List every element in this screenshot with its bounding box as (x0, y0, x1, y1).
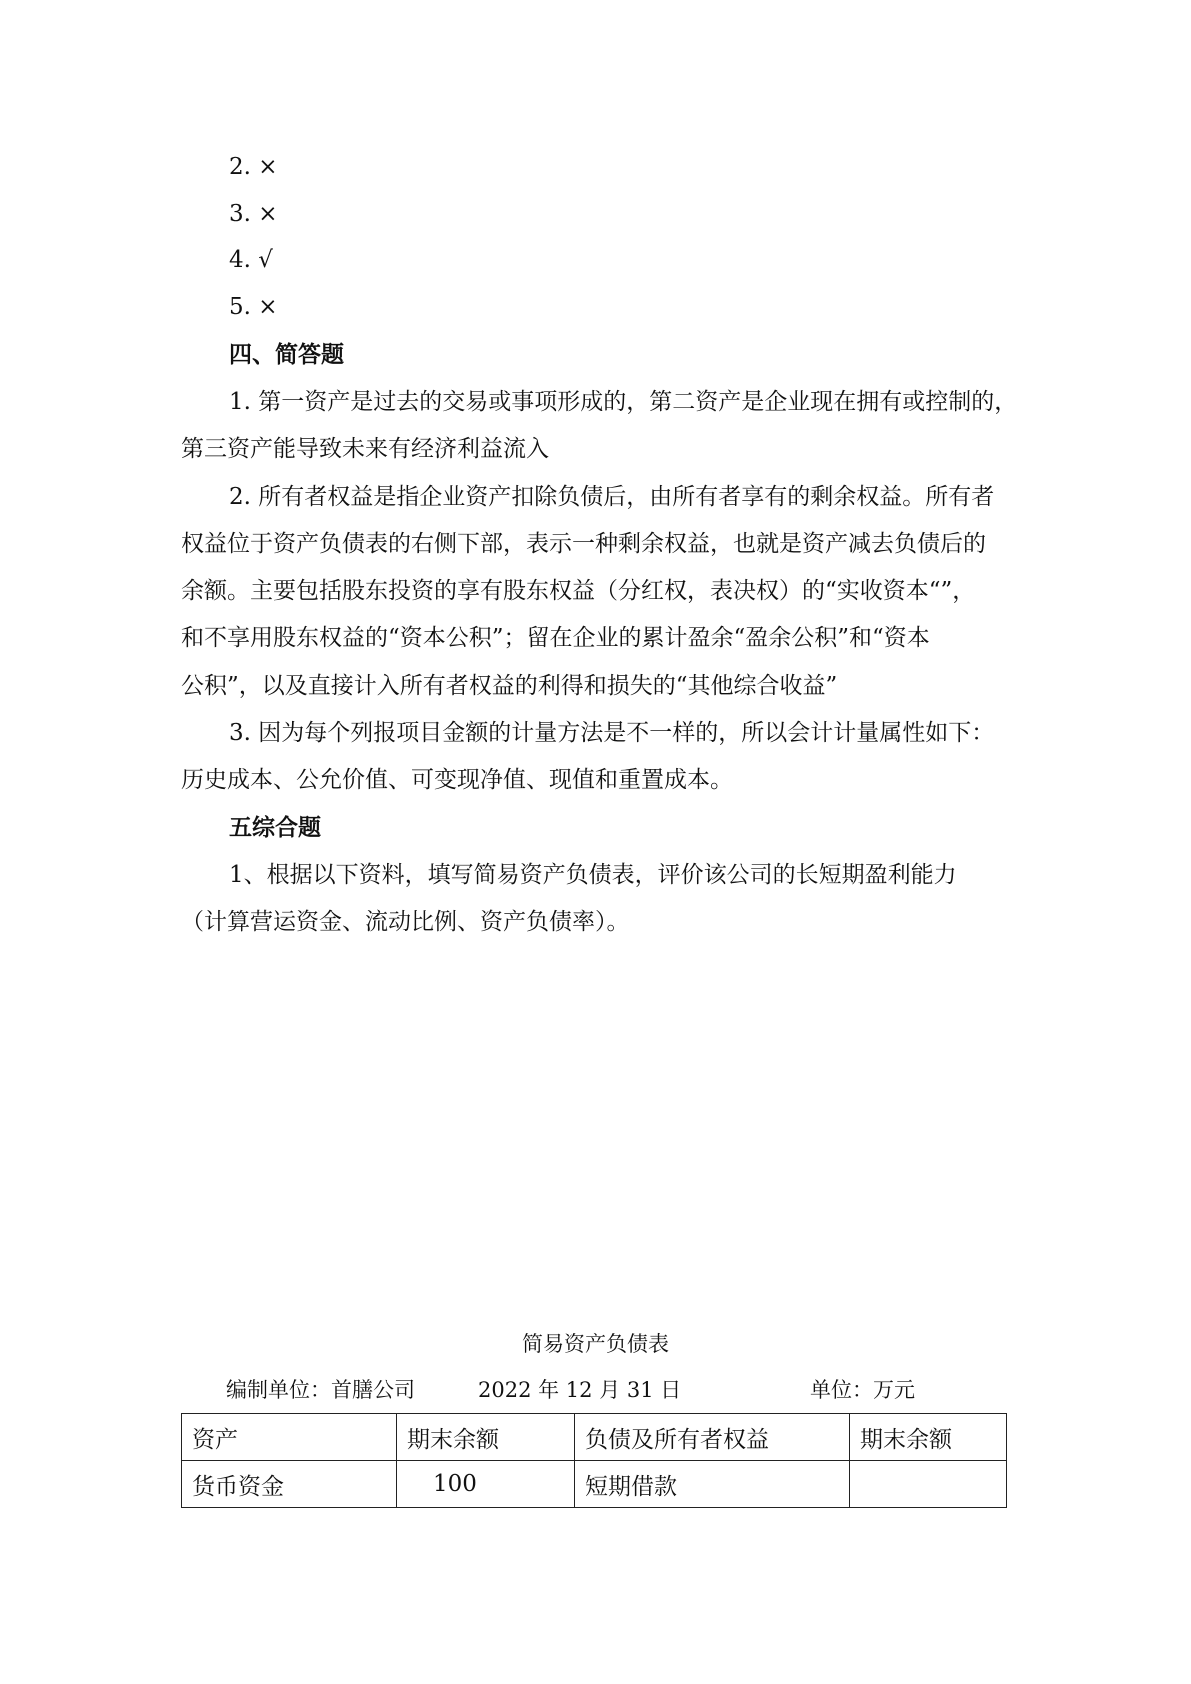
compiling-unit: 编制单位：首膳公司 (226, 1378, 415, 1402)
table-header-row (182, 1414, 1007, 1461)
q2-line-5: 公积”，以及直接计入所有者权益的利得和损失的“其他综合收益” (181, 673, 838, 699)
q2-line-1: 2. 所有者权益是指企业资产扣除负债后，由所有者享有的剩余权益。所有者 (229, 484, 995, 510)
header-liabilities-equity: 负债及所有者权益 (575, 1414, 850, 1461)
header-ending-balance-2: 期末余额 (850, 1414, 1007, 1461)
section4-heading: 四、简答题 (229, 342, 344, 368)
q2-line-2: 权益位于资产负债表的右侧下部，表示一种剩余权益，也就是资产减去负债后的 (181, 531, 986, 557)
table-row (182, 1461, 1007, 1508)
q1-line-2: 第三资产能导致未来有经济利益流入 (181, 436, 549, 462)
q2-line-3: 余额。主要包括股东投资的享有股东权益（分红权，表决权）的“实收资本“”， (181, 578, 976, 604)
q1-line-1: 1. 第一资产是过去的交易或事项形成的，第二资产是企业现在拥有或控制的， (229, 389, 1018, 415)
answer-5: 5. × (229, 294, 278, 320)
q3-line-1: 3. 因为每个列报项目金额的计量方法是不一样的，所以会计计量属性如下： (229, 720, 995, 746)
cell-liability-name: 短期借款 (575, 1461, 850, 1508)
header-assets: 资产 (182, 1414, 397, 1461)
section5-line-1: 1、根据以下资料，填写简易资产负债表，评价该公司的长短期盈利能力 (229, 862, 957, 888)
answer-3: 3. × (229, 201, 278, 227)
section5-heading: 五综合题 (229, 815, 321, 841)
balance-sheet-table (181, 1413, 1007, 1508)
report-date: 2022 年 12 月 31 日 (478, 1378, 682, 1402)
cell-asset-name: 货币资金 (182, 1461, 397, 1508)
answer-2: 2. × (229, 154, 278, 180)
q3-line-2: 历史成本、公允价值、可变现净值、现值和重置成本。 (181, 767, 733, 793)
header-ending-balance-1: 期末余额 (397, 1414, 575, 1461)
cell-liability-value (850, 1461, 1007, 1508)
answer-4: 4. √ (229, 247, 273, 273)
section5-line-2: （计算营运资金、流动比例、资产负债率）。 (181, 909, 630, 935)
currency-unit: 单位：万元 (810, 1378, 915, 1402)
cell-asset-value: 100 (397, 1461, 575, 1508)
q2-line-4: 和不享用股东权益的“资本公积”；留在企业的累计盈余“盈余公积”和“资本 (181, 625, 930, 651)
table-title: 简易资产负债表 (522, 1332, 669, 1356)
